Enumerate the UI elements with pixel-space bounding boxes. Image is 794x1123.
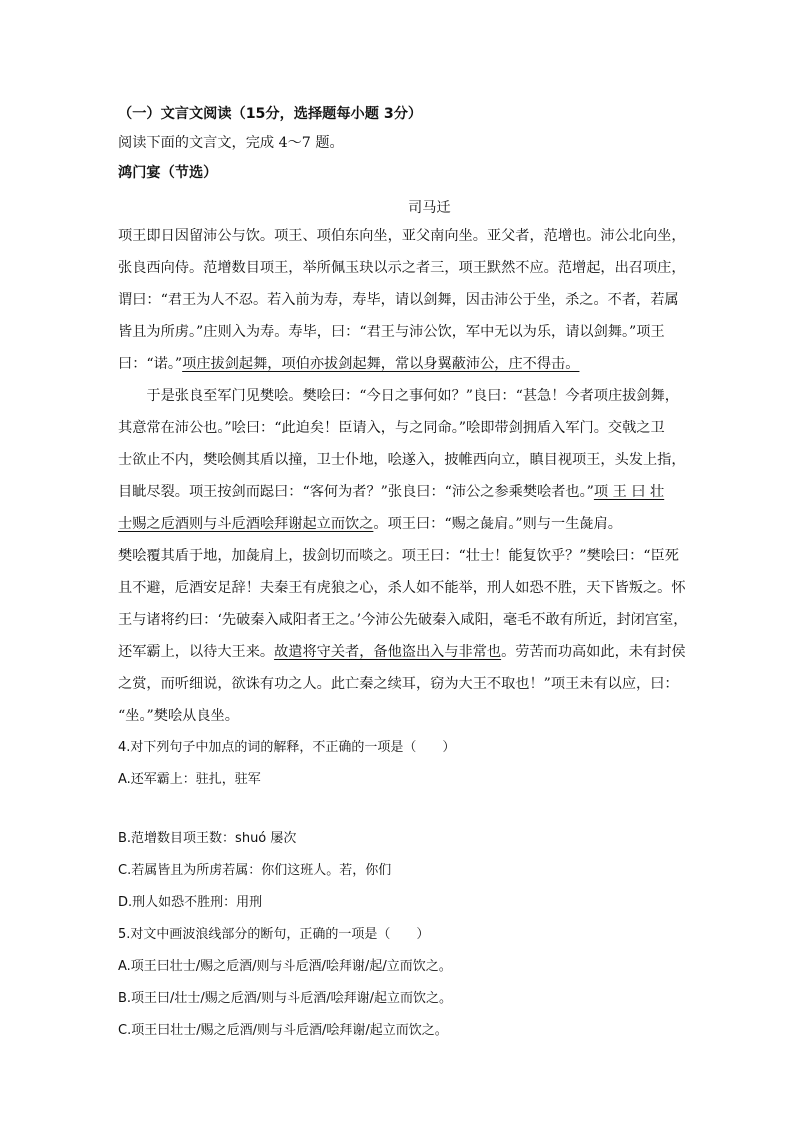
section-heading: （一）文言文阅读（15分，选择题每小题 3分） (118, 106, 423, 122)
option-d: D.刑人如恐不胜刑：用刑 (118, 895, 263, 910)
passage-line: 其意常在沛公也。”哙曰：“此迫矣！臣请入，与之同命。”哙即带剑拥盾入军门。交戟之卫 (118, 420, 665, 436)
passage-title: 鸿门宴（节选） (118, 165, 218, 181)
passage-line: 士欲止不内，樊哙侧其盾以撞，卫士仆地，哙遂入，披帷西向立，瞋目视项王，头发上指， (118, 452, 686, 468)
passage-line (118, 482, 664, 502)
question-stem: 4.对下列句子中加点的词的解释，不正确的一项是（ ） (118, 740, 456, 755)
option-c: C.项王曰壮士/赐之卮酒/则与斗卮酒/哙拜谢/起立而饮之。 (118, 1023, 448, 1038)
passage-line: 谓曰：“君王为人不忍。若入前为寿，寿毕，请以剑舞，因击沛公于坐，杀之。不者，若属 (118, 292, 679, 308)
passage-text: 。劳苦而功高如此，未有封侯 (501, 644, 686, 660)
passage-line: 张良西向侍。范增数目项王，举所佩玉玦以示之者三，项王默然不应。范增起，出召项庄， (118, 260, 686, 276)
passage-text: 。项王曰：“赐之彘肩。”则与一生彘肩。 (373, 516, 622, 532)
option-b: B.项王曰/壮士/赐之卮酒/则与斗卮酒/哙拜谢/起立而饮之。 (118, 991, 452, 1006)
passage-line: 王与诸将约曰：‘先破秦入咸阳者王之。’今沛公先破秦入咸阳，毫毛不敢有所近，封闭宫室， (118, 612, 688, 628)
passage-line: 且不避，卮酒安足辞！夫秦王有虎狼之心，杀人如不能举，刑人如恐不胜，天下皆叛之。怀 (118, 580, 686, 596)
question-stem: 5.对文中画波浪线部分的断句，正确的一项是（ ） (118, 927, 430, 942)
option-a: A.还军霸上：驻扎，驻军 (118, 772, 261, 787)
passage-line (118, 354, 579, 374)
passage-line (118, 642, 686, 662)
passage-text: 曰：“诺。” (118, 356, 183, 372)
option-a: A.项王曰壮士/赐之卮酒/则与斗卮酒/哙拜谢/起/立而饮之。 (118, 959, 452, 974)
passage-line: 于是张良至军门见樊哙。樊哙曰：“今日之事何如？”良曰：“甚急！今者项庄拔剑舞， (118, 388, 679, 404)
passage-text: 还军霸上，以待大王来。 (118, 644, 275, 660)
passage-line: 之赏，而听细说，欲诛有功之人。此亡秦之续耳，窃为大王不取也！”项王未有以应，曰： (118, 676, 679, 692)
option-b: B.范增数目项王数：shuó 屡次 (118, 831, 297, 846)
passage-line (118, 514, 622, 534)
passage-text: 目眦尽裂。项王按剑而跽曰：“客何为者？”张良曰：“沛公之参乘樊哙者也。” (118, 484, 594, 500)
passage-line: 项王即日因留沛公与饮。项王、项伯东向坐，亚父南向坐。亚父者，范增也。沛公北向坐， (118, 228, 686, 244)
underlined-sentence: 故遣将守关者，备他盗出入与非常也 (274, 644, 502, 660)
passage-line: “坐。”樊哙从良坐。 (118, 708, 239, 724)
wavy-underlined-text: 项 王 曰 壮 (593, 484, 665, 500)
instruction-text: 阅读下面的文言文，完成 4～7 题。 (118, 135, 344, 151)
wavy-underlined-text: 士赐之卮酒则与斗卮酒哙拜谢起立而饮之 (118, 516, 374, 532)
underlined-sentence: 项庄拔剑起舞，项伯亦拔剑起舞，常以身翼蔽沛公，庄不得击。 (182, 356, 580, 372)
option-c: C.若属皆且为所虏若属：你们这班人。若，你们 (118, 863, 392, 878)
passage-line: 皆且为所虏。”庄则入为寿。寿毕，曰：“君王与沛公饮，军中无以为乐，请以剑舞。”项王 (118, 324, 665, 340)
author-name: 司马迁 (408, 200, 451, 216)
passage-line: 樊哙覆其盾于地，加彘肩上，拔剑切而啖之。项王曰：“壮士！能复饮乎？”樊哙曰：“臣死 (118, 548, 679, 564)
